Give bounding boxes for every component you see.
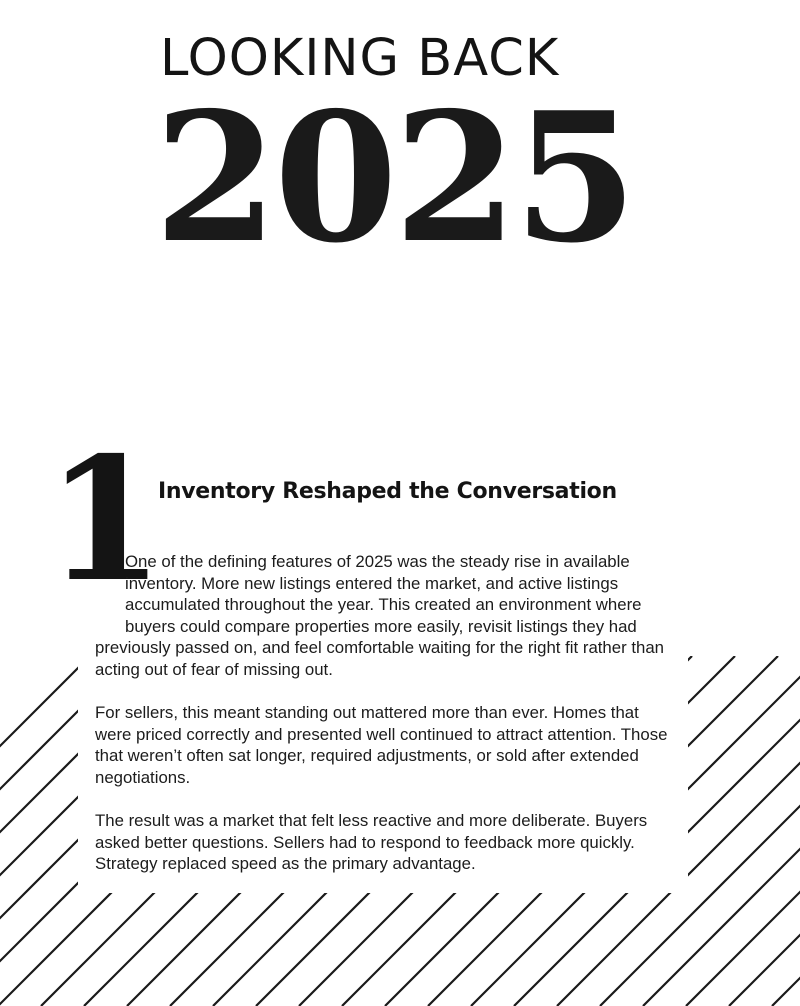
section-number: 1 — [46, 420, 165, 620]
section-heading: Inventory Reshaped the Conversation — [158, 479, 617, 504]
body-paragraph-3: The result was a market that felt less reactive and more deliberate. Buyers asked better questions. Sellers had to respond to feedback more quickly. Strategy replaced speed as the primary advantage. — [95, 811, 648, 874]
page-year: 2025 — [154, 73, 634, 282]
body-paragraph-2: For sellers, this meant standing out mattered more than ever. Homes that were priced correctly and presented well continued to attract attention. Those that weren’t often sat longer, required adjustments, or sold after extended negotiations. — [95, 703, 668, 787]
section-body — [95, 551, 677, 897]
body-paragraph-1: One of the defining features of 2025 was the steady rise in available inventory. More new listings entered the market, and active listings accumulated throughout the year. This created an environment where buyers could compare properties more easily, revisit listings they had previously passed on, and feel comfortable waiting for the right fit rather than acting out of fear of missing out. — [95, 552, 665, 679]
page-kicker: LOOKING BACK — [160, 29, 560, 88]
